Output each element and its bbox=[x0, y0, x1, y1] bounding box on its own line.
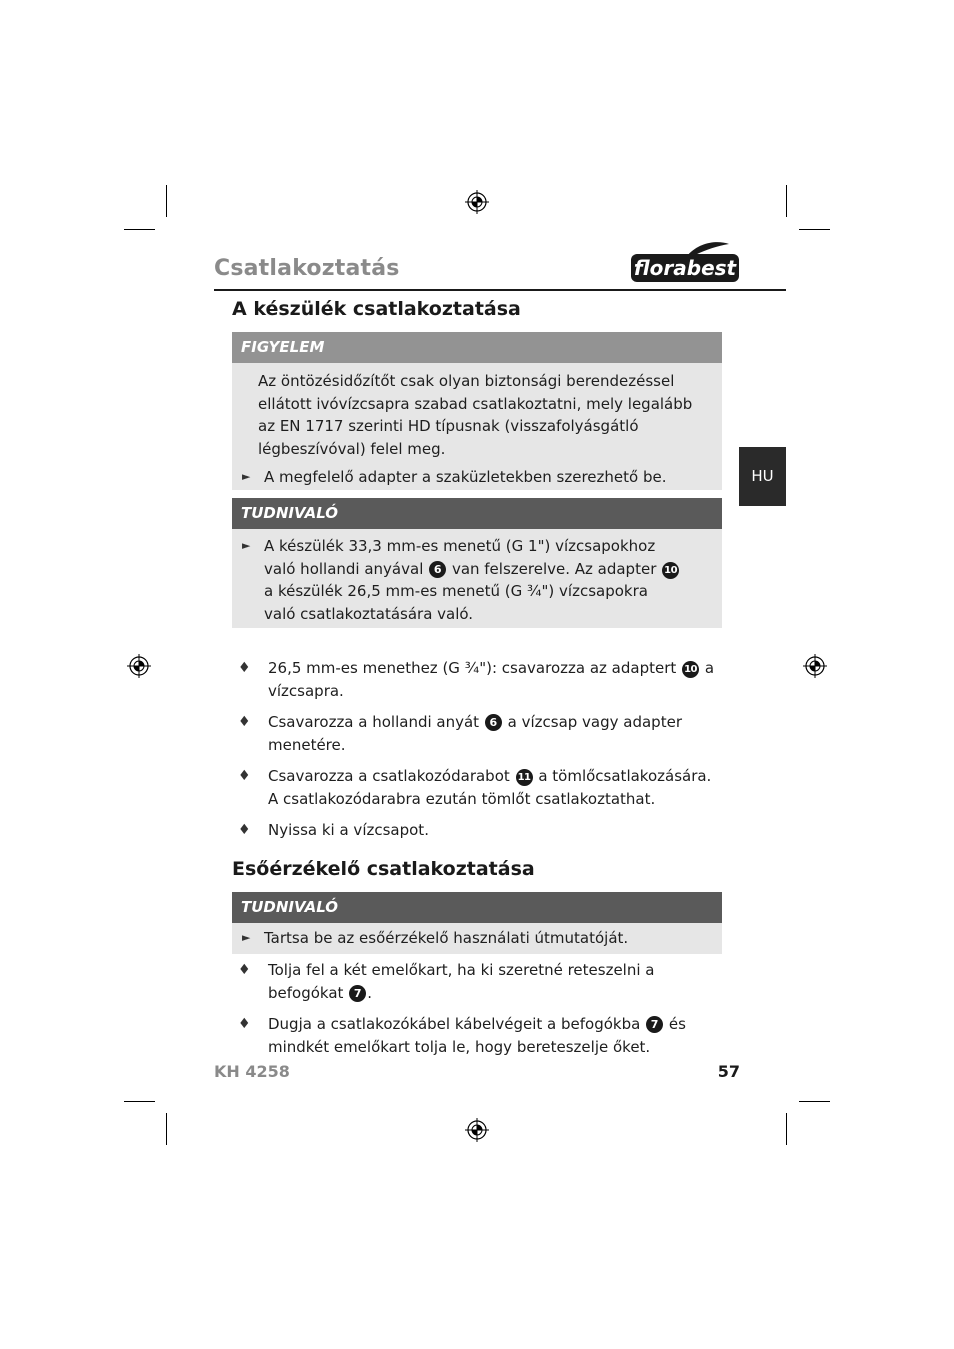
part-number-badge: 10 bbox=[682, 661, 699, 678]
diamond-bullet-icon: ♦ bbox=[238, 660, 251, 676]
part-number-badge: 10 bbox=[662, 562, 679, 579]
page-title: Csatlakoztatás bbox=[214, 256, 400, 281]
registration-mark-icon bbox=[803, 654, 827, 678]
warning-box bbox=[232, 332, 722, 490]
crop-mark bbox=[124, 1101, 155, 1102]
logo-text: florabest bbox=[633, 256, 737, 280]
arrow-right-icon: ► bbox=[242, 931, 251, 944]
part-number-badge: 6 bbox=[485, 714, 502, 731]
warning-text: Az öntözésidőzítőt csak olyan biztonsági berendezéssel ellátott ivóvízcsapra szabad csatlakoztatni, mely legalább az EN 1717 szerinti HD típusnak (visszafolyásgátló légbeszívóval) felel meg. bbox=[258, 372, 693, 458]
part-number-badge: 7 bbox=[646, 1016, 663, 1033]
diamond-bullet-icon: ♦ bbox=[238, 962, 251, 978]
part-number-badge: 7 bbox=[349, 985, 366, 1002]
step-text: a vízcsapra. bbox=[268, 659, 715, 700]
arrow-right-icon: ► bbox=[242, 470, 251, 483]
step-text: a tömlőcsatlakozására. A csatlakozódarabra ezután tömlőt csatlakoztathat. bbox=[268, 767, 712, 808]
note-box bbox=[232, 892, 722, 954]
step-text: Tolja fel a két emelőkart, ha ki szeretné reteszelni a befogókat bbox=[268, 961, 655, 1002]
page-number: 57 bbox=[717, 1062, 740, 1081]
step-text: és mindkét emelőkart tolja le, hogy bereteszelje őket. bbox=[268, 1015, 686, 1056]
crop-mark bbox=[124, 229, 155, 230]
list-item bbox=[238, 1013, 718, 1058]
instruction-list bbox=[238, 657, 718, 842]
list-item bbox=[238, 765, 718, 810]
title-divider bbox=[214, 289, 786, 291]
arrow-right-icon: ► bbox=[242, 539, 251, 552]
list-item bbox=[238, 657, 718, 702]
registration-mark-icon bbox=[465, 1118, 489, 1142]
note-item-text: Tartsa be az esőérzékelő használati útmutatóját. bbox=[264, 929, 629, 947]
part-number-badge: 11 bbox=[516, 769, 533, 786]
part-number-badge: 6 bbox=[429, 561, 446, 578]
crop-mark bbox=[799, 229, 830, 230]
step-text: Nyissa ki a vízcsapot. bbox=[268, 821, 429, 839]
florabest-logo-icon bbox=[629, 240, 741, 284]
list-item bbox=[238, 711, 718, 756]
note-box-label: TUDNIVALÓ bbox=[232, 892, 722, 923]
crop-mark bbox=[799, 1101, 830, 1102]
note-item-text: van felszerelve. Az adapter bbox=[451, 559, 657, 578]
crop-mark bbox=[166, 185, 167, 217]
note-box-label: TUDNIVALÓ bbox=[232, 498, 722, 529]
instruction-list bbox=[238, 959, 718, 1058]
note-item-text: A készülék 33,3 mm-es menetű (G 1") vízcsapokhoz való hollandi anyával bbox=[264, 537, 656, 578]
language-tab: HU bbox=[739, 447, 786, 506]
diamond-bullet-icon: ♦ bbox=[238, 768, 251, 784]
list-item bbox=[238, 819, 718, 842]
diamond-bullet-icon: ♦ bbox=[238, 822, 251, 838]
note-item-text: a készülék 26,5 mm-es menetű (G ¾") vízcsapokra való csatlakoztatására való. bbox=[264, 582, 648, 623]
diamond-bullet-icon: ♦ bbox=[238, 714, 251, 730]
crop-mark bbox=[786, 185, 787, 217]
step-text: 26,5 mm-es menethez (G ¾"): csavarozza az adaptert bbox=[268, 659, 677, 677]
note-box bbox=[232, 498, 722, 628]
section-heading-connect-device: A készülék csatlakoztatása bbox=[232, 298, 521, 320]
step-text: Csavarozza a csatlakozódarabot bbox=[268, 767, 510, 785]
crop-mark bbox=[786, 1113, 787, 1145]
registration-mark-icon bbox=[465, 190, 489, 214]
warning-box-label: FIGYELEM bbox=[232, 332, 722, 363]
step-text: Csavarozza a hollandi anyát bbox=[268, 713, 480, 731]
warning-item-text: A megfelelő adapter a szaküzletekben szerezhető be. bbox=[264, 468, 667, 486]
list-item bbox=[232, 535, 722, 625]
registration-mark-icon bbox=[127, 654, 151, 678]
model-number: KH 4258 bbox=[214, 1062, 290, 1081]
section-heading-rain-sensor: Esőérzékelő csatlakoztatása bbox=[232, 858, 535, 880]
list-item bbox=[232, 466, 722, 489]
step-text: . bbox=[367, 983, 372, 1002]
list-item bbox=[232, 927, 722, 950]
list-item bbox=[238, 959, 718, 1004]
diamond-bullet-icon: ♦ bbox=[238, 1016, 251, 1032]
crop-mark bbox=[166, 1113, 167, 1145]
step-text: a vízcsap vagy adapter menetére. bbox=[268, 713, 682, 754]
step-text: Dugja a csatlakozókábel kábelvégeit a befogókba bbox=[268, 1015, 641, 1033]
